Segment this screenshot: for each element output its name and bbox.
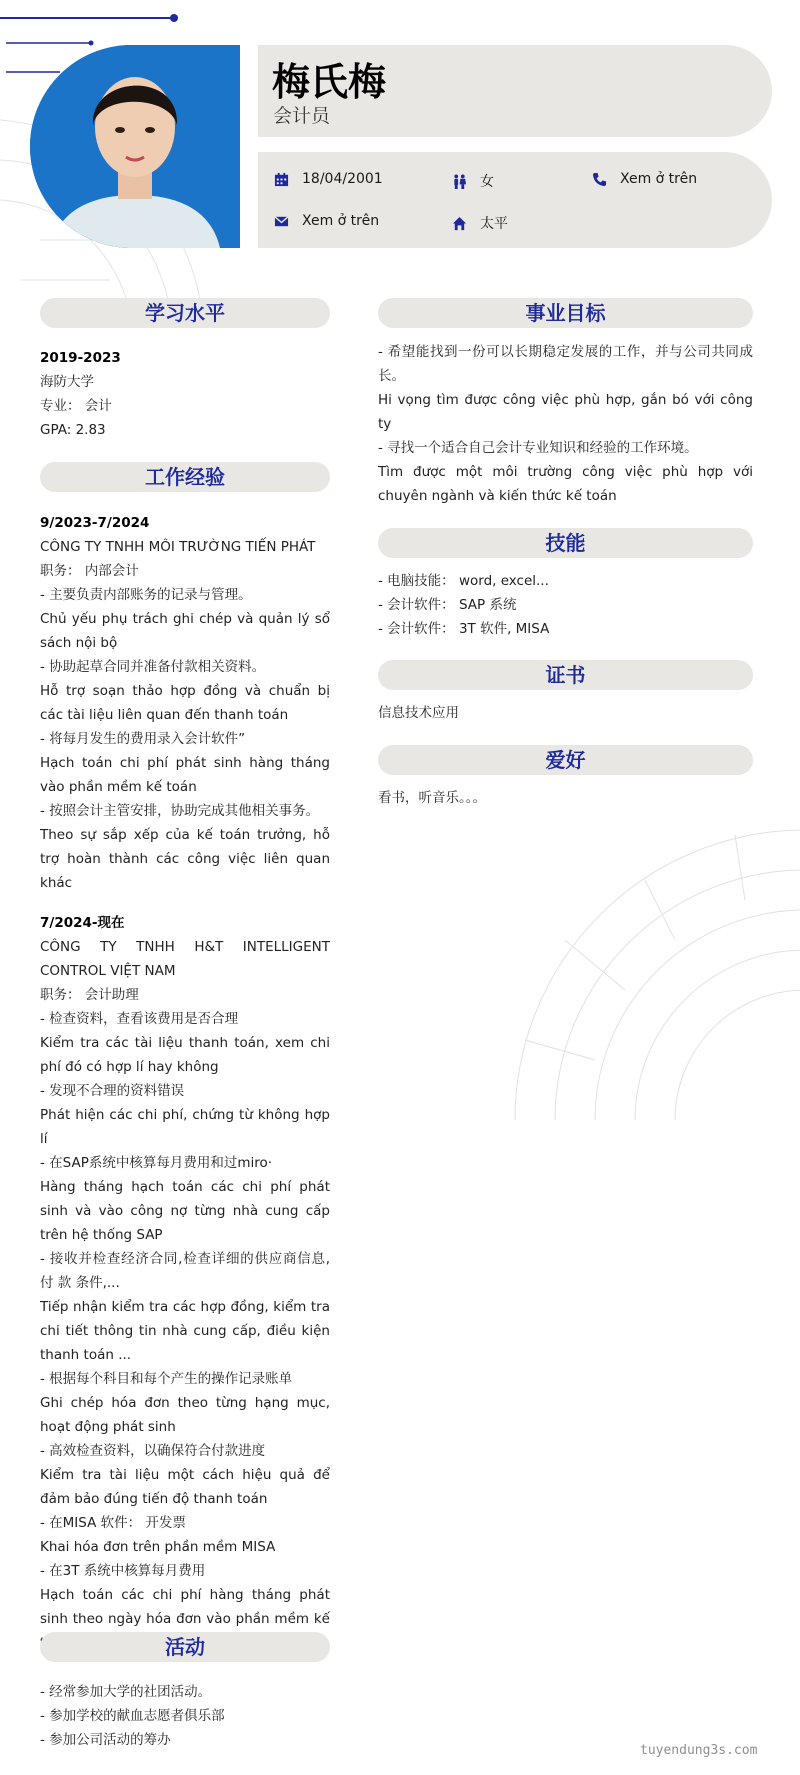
watermark: tuyendung3s.com bbox=[640, 1743, 758, 1758]
job2-line: - 发现不合理的资料错误 bbox=[40, 1083, 185, 1099]
skill-item: - 电脑技能： word, excel... bbox=[378, 573, 549, 589]
job1-line: Hỗ trợ soạn thảo hợp đồng và chuẩn bị các tài liệu liên quan đến thanh toán bbox=[40, 683, 330, 723]
home-icon bbox=[452, 216, 467, 231]
activity-item: - 参加学校的献血志愿者俱乐部 bbox=[40, 1708, 225, 1724]
candidate-name: 梅氏梅 bbox=[272, 60, 387, 104]
activities-block bbox=[40, 1680, 330, 1752]
objective-line: Hi vọng tìm được công việc phù hợp, gắn bó với công ty bbox=[378, 392, 753, 432]
job2-period: 7/2024-现在 bbox=[40, 915, 125, 931]
activity-item: - 经常参加大学的社团活动。 bbox=[40, 1684, 212, 1700]
address-text: 太平 bbox=[480, 216, 508, 232]
job2-company: CÔNG TY TNHH H&T INTELLIGENT CONTROL VIỆT NAM bbox=[40, 939, 330, 979]
email-icon bbox=[274, 214, 289, 229]
objective-line: - 寻找一个适合自己会计专业知识和经验的工作环境。 bbox=[378, 440, 698, 456]
job1-role: 职务： 内部会计 bbox=[40, 563, 139, 579]
objective-line: - 希望能找到一份可以长期稳定发展的工作，并与公司共同成长。 bbox=[378, 344, 753, 384]
phone-icon bbox=[592, 172, 607, 187]
contact-phone bbox=[592, 171, 697, 187]
contact-panel bbox=[258, 152, 772, 248]
name-panel bbox=[258, 45, 772, 137]
job1-company: CÔNG TY TNHH MÔI TRƯỜNG TIẾN PHÁT bbox=[40, 539, 316, 555]
job1-period: 9/2023-7/2024 bbox=[40, 515, 150, 531]
job2-line: - 在3T 系统中核算每月费用 bbox=[40, 1563, 206, 1579]
experience-heading: 工作经验 bbox=[40, 462, 330, 492]
skill-item: - 会计软件： 3T 软件, MISA bbox=[378, 621, 550, 637]
gender-icon bbox=[452, 174, 467, 189]
job1-line: Hạch toán chi phí phát sinh hàng tháng vào phần mềm kế toán bbox=[40, 755, 330, 795]
job2-line: Phát hiện các chi phí, chứng từ không hợp lí bbox=[40, 1107, 330, 1147]
job1-line: - 将每月发生的费用录入会计软件” bbox=[40, 731, 246, 747]
job1-line: - 主要负责内部账务的记录与管理。 bbox=[40, 587, 252, 603]
background-circle-decoration bbox=[505, 820, 800, 1120]
education-block bbox=[40, 346, 330, 442]
contact-email bbox=[274, 213, 379, 229]
email-text: Xem ở trên bbox=[302, 213, 380, 229]
skills-heading: 技能 bbox=[378, 528, 753, 558]
gender-text: 女 bbox=[480, 174, 494, 190]
objective-line: Tìm được một môi trường công việc phù hợp với chuyên ngành và kiến thức kế toán bbox=[378, 464, 753, 504]
calendar-icon bbox=[274, 172, 289, 187]
job2-line: - 在MISA 软件： 开发票 bbox=[40, 1515, 186, 1531]
objective-block bbox=[378, 340, 753, 508]
job2-role: 职务： 会计助理 bbox=[40, 987, 139, 1003]
objective-heading: 事业目标 bbox=[378, 298, 753, 328]
hobbies-heading: 爱好 bbox=[378, 745, 753, 775]
job2-line: Hạch toán các chi phí hàng tháng phát sinh theo ngày hóa đơn vào phần mềm kế bbox=[40, 1587, 330, 1627]
job1-line: Theo sự sắp xếp của kế toán trưởng, hỗ trợ hoàn thành các công việc liên quan khác bbox=[40, 827, 330, 891]
job2-line: - 接收并检查经济合同,检查详细的供应商信息, 付 款 条件,... bbox=[40, 1251, 330, 1291]
job1-line: - 协助起草合同并准备付款相关资料。 bbox=[40, 659, 266, 675]
job2-line: Kiểm tra tài liệu một cách hiệu quả để đảm bảo đúng tiến độ thanh toán bbox=[40, 1467, 330, 1507]
education-gpa: GPA: 2.83 bbox=[40, 422, 106, 438]
hobbies-text: 看书，听音乐。。。 bbox=[378, 790, 486, 806]
job1-line: Chủ yếu phụ trách ghi chép và quản lý sổ sách nội bộ bbox=[40, 611, 330, 651]
dob-text: 18/04/2001 bbox=[302, 171, 383, 187]
certificates-heading: 证书 bbox=[378, 660, 753, 690]
job2-line: Hàng tháng hạch toán các chi phí phát sinh và vào công nợ từng nhà cung cấp trên hệ thống SAP bbox=[40, 1179, 330, 1243]
job2-line: - 高效检查资料，以确保符合付款进度 bbox=[40, 1443, 266, 1459]
phone-text: Xem ở trên bbox=[620, 171, 698, 187]
skill-item: - 会计软件： SAP 系统 bbox=[378, 597, 517, 613]
education-major: 专业： 会计 bbox=[40, 398, 112, 414]
contact-gender bbox=[452, 171, 494, 191]
skills-block bbox=[378, 569, 753, 641]
activity-item: - 参加公司活动的筹办 bbox=[40, 1732, 171, 1748]
job2-line: Tiếp nhận kiểm tra các hợp đồng, kiểm tra chi tiết thông tin nhà cung cấp, điều kiện thanh toán ... bbox=[40, 1299, 330, 1363]
experience-block bbox=[40, 511, 330, 1655]
job2-line: - 根据每个科目和每个产生的操作记录账单 bbox=[40, 1371, 293, 1387]
contact-address bbox=[452, 213, 508, 233]
job1-line: - 按照会计主管安排，协助完成其他相关事务。 bbox=[40, 803, 320, 819]
job2-line: - 检查资料，查看该费用是否合理 bbox=[40, 1011, 239, 1027]
certificate-item: 信息技术应用 bbox=[378, 705, 459, 721]
hobbies-block bbox=[378, 786, 753, 810]
education-heading: 学习水平 bbox=[40, 298, 330, 328]
job2-line: Kiểm tra các tài liệu thanh toán, xem chi phí đó có hợp lí hay không bbox=[40, 1035, 330, 1075]
job2-line: Khai hóa đơn trên phần mềm MISA bbox=[40, 1539, 276, 1555]
activities-heading: 活动 bbox=[40, 1632, 330, 1662]
profile-photo bbox=[30, 45, 240, 248]
certificates-block bbox=[378, 701, 753, 725]
avatar-illustration bbox=[30, 45, 240, 248]
education-period: 2019-2023 bbox=[40, 350, 121, 366]
job2-line: - 在SAP系统中核算每月费用和过miro· bbox=[40, 1155, 273, 1171]
education-school: 海防大学 bbox=[40, 374, 94, 390]
job2-line: Ghi chép hóa đơn theo từng hạng mục, hoạt động phát sinh bbox=[40, 1395, 330, 1435]
job-title: 会计员 bbox=[273, 105, 331, 127]
contact-dob bbox=[274, 171, 383, 187]
